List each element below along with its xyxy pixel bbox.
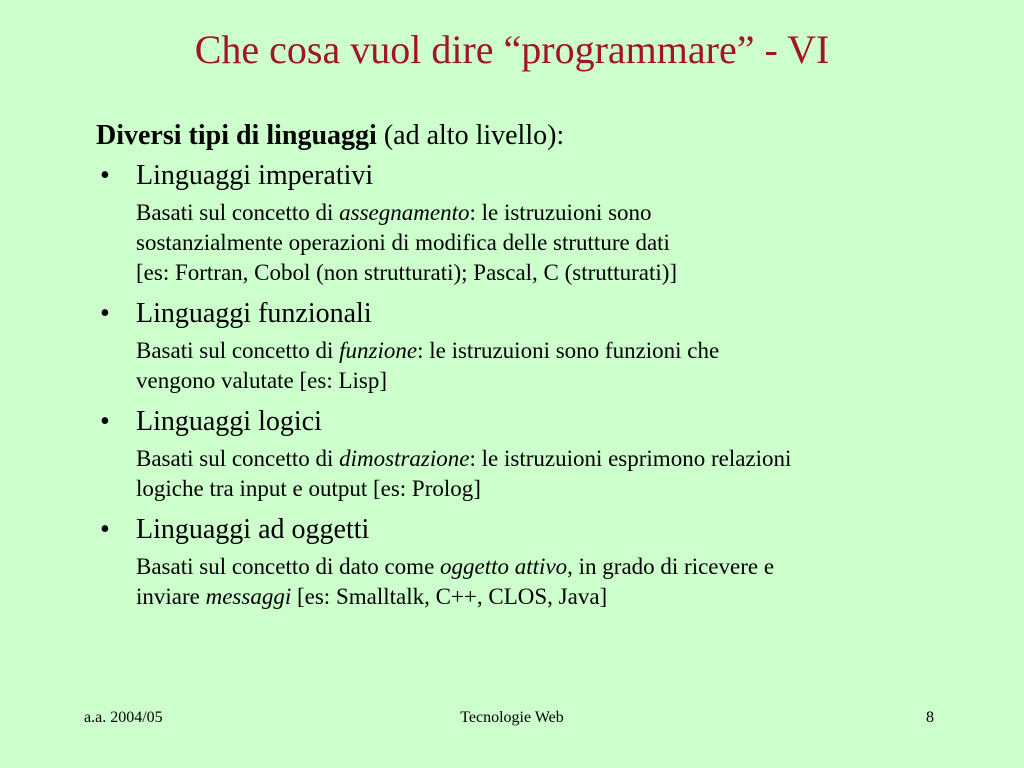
detail-emphasis: assegnamento (339, 200, 470, 225)
intro-bold: Diversi tipi di linguaggi (96, 120, 377, 151)
bullet-heading: Linguaggi funzionali (136, 298, 372, 329)
detail-oggetti (96, 552, 976, 612)
bullet-icon: • (100, 406, 110, 437)
detail-text: : le istruzuioni sono funzioni che (417, 338, 720, 363)
detail-text: vengono valutate [es: Lisp] (136, 368, 388, 393)
bullet-imperativi (96, 160, 976, 192)
bullet-icon: • (100, 160, 110, 191)
detail-text: , in grado di ricevere e (567, 554, 775, 579)
detail-emphasis: oggetto attivo (440, 554, 568, 579)
detail-text: Basati sul concetto di (136, 338, 340, 363)
detail-text: logiche tra input e output [es: Prolog] (136, 476, 481, 501)
detail-text: sostanzialmente operazioni di modifica delle strutture dati (136, 230, 670, 255)
footer-date: a.a. 2004/05 (84, 709, 163, 726)
footer-course: Tecnologie Web (460, 709, 564, 726)
detail-text: [es: Smalltalk, C++, CLOS, Java] (291, 584, 608, 609)
bullet-logici (96, 406, 976, 438)
slide-content (96, 120, 976, 622)
detail-emphasis: messaggi (205, 584, 292, 609)
detail-text: Basati sul concetto di (136, 200, 340, 225)
bullet-oggetti (96, 514, 976, 546)
detail-text: : le istruzuioni esprimono relazioni (469, 446, 792, 471)
detail-emphasis: funzione (339, 338, 418, 363)
intro-rest: (ad alto livello): (376, 120, 565, 151)
detail-imperativi (96, 198, 976, 288)
bullet-heading: Linguaggi logici (136, 406, 322, 437)
bullet-icon: • (100, 514, 110, 545)
bullet-funzionali (96, 298, 976, 330)
detail-text: [es: Fortran, Cobol (non strutturati); Pascal, C (strutturati)] (136, 260, 678, 285)
slide-title: Che cosa vuol dire “programmare” - VI (194, 27, 830, 72)
detail-text: Basati sul concetto di (136, 446, 340, 471)
bullet-heading: Linguaggi imperativi (136, 160, 374, 191)
intro-line (96, 120, 976, 152)
detail-emphasis: dimostrazione (339, 446, 470, 471)
detail-logici (96, 444, 976, 504)
footer-page-number: 8 (926, 709, 934, 726)
detail-text: inviare (136, 584, 206, 609)
detail-text: : le istruzuioni sono (469, 200, 652, 225)
bullet-heading: Linguaggi ad oggetti (136, 514, 370, 545)
bullet-icon: • (100, 298, 110, 329)
detail-text: Basati sul concetto di dato come (136, 554, 441, 579)
detail-funzionali (96, 336, 976, 396)
